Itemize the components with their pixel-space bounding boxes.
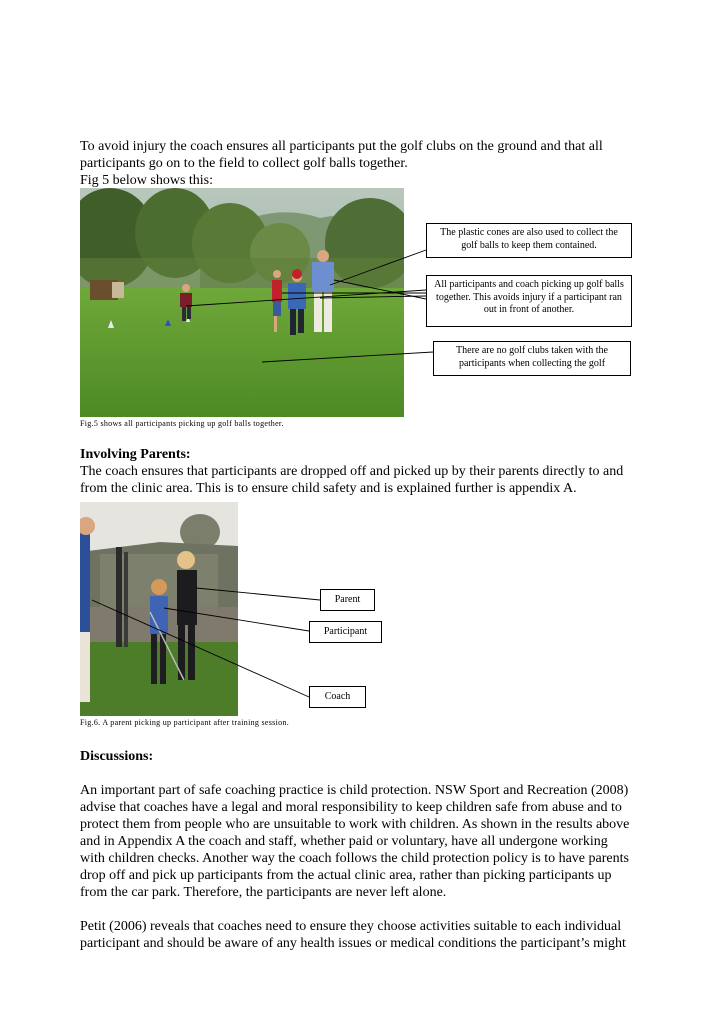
callout-participants: All participants and coach picking up golf balls together. This avoids injury if a participant ran out in front of another.: [426, 275, 632, 327]
discussions-section: [80, 748, 680, 952]
golf-field-illustration: [80, 188, 404, 417]
involving-heading: Involving Parents:: [80, 447, 191, 462]
discussions-heading: Discussions:: [80, 749, 154, 764]
discussions-p1-line-6: drop off and pick up participants from the actual clinic area, rather than picking participants up: [80, 868, 612, 883]
discussions-p1-line-2: advise that coaches have a legal and moral responsibility to keep children safe from abuse and to: [80, 800, 622, 815]
label-participant: Participant: [309, 621, 382, 643]
intro-line-1: To avoid injury the coach ensures all participants put the golf clubs on the ground and that all: [80, 139, 603, 154]
figure-6-caption: Fig.6. A parent picking up participant after training session.: [80, 718, 290, 727]
discussions-p1-line-3: protect them from people who are unsuitable to work with children. As shown in the results above: [80, 817, 630, 832]
figure-5-caption: Fig.5 shows all participants picking up golf balls together.: [80, 419, 284, 428]
label-parent: Parent: [320, 589, 375, 611]
involving-parents-section: [80, 446, 680, 497]
intro-text: [80, 138, 680, 189]
label-coach: Coach: [309, 686, 366, 708]
intro-line-2: participants go on to the field to collect golf balls together.: [80, 156, 408, 171]
discussions-p1-line-1: An important part of safe coaching practice is child protection. NSW Sport and Recreation (2008): [80, 783, 629, 798]
callout-no-clubs: There are no golf clubs taken with the participants when collecting the golf: [433, 341, 631, 376]
discussions-p1-line-7: from the car park. Therefore, the participants are never left alone.: [80, 885, 447, 900]
involving-line-1: The coach ensures that participants are dropped off and picked up by their parents directly to and: [80, 464, 624, 479]
callout-cones: The plastic cones are also used to collect the golf balls to keep them contained.: [426, 223, 632, 258]
discussions-p1-line-4: and in Appendix A the coach and staff, whether paid or voluntary, have all undergone working: [80, 834, 608, 849]
discussions-p2-line-1: Petit (2006) reveals that coaches need to ensure they choose activities suitable to each individual: [80, 919, 622, 934]
figure-6-photo: [80, 502, 238, 716]
parent-pickup-illustration: [80, 502, 238, 716]
involving-line-2: from the clinic area. This is to ensure child safety and is explained further is appendix A.: [80, 481, 577, 496]
discussions-p2-line-2: participant and should be aware of any health issues or medical conditions the participant’s might: [80, 936, 626, 951]
intro-line-3: Fig 5 below shows this:: [80, 173, 214, 188]
discussions-p1-line-5: with children checks. Another way the coach follows the child protection policy is to have parents: [80, 851, 629, 866]
figure-5-photo: [80, 188, 404, 417]
